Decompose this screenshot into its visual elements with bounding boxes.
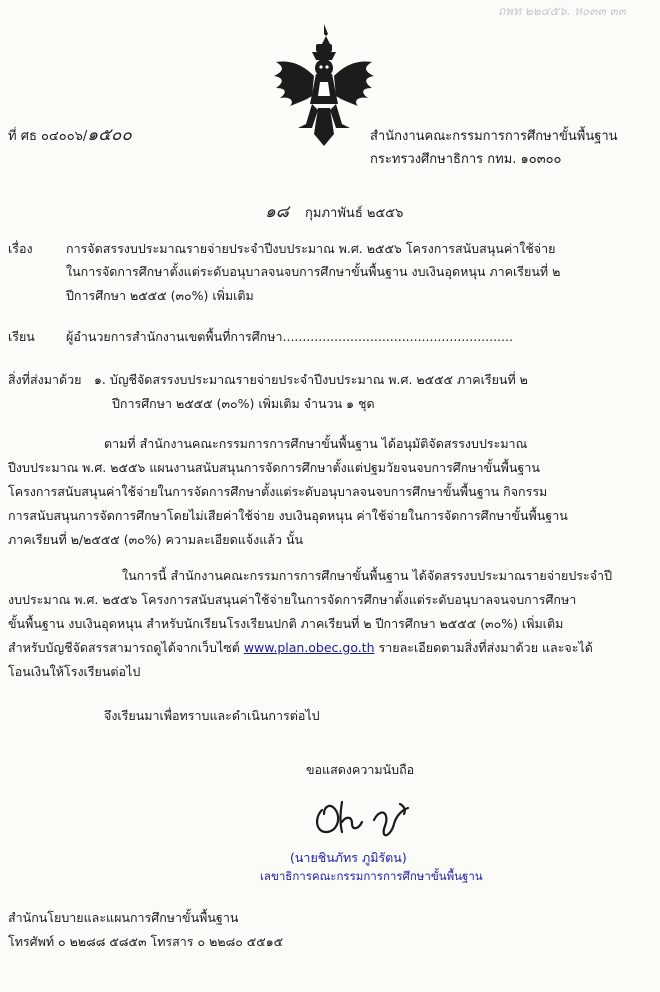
- signer-name: (นายชินภัทร ภูมิรัตน): [290, 850, 407, 865]
- handwritten-signature: [312, 796, 432, 842]
- paragraph-2-line-5: โอนเงินให้โรงเรียนต่อไป: [8, 664, 141, 679]
- date-day-handwritten: ๑๘: [265, 202, 289, 222]
- sender-ministry: กระทรวงศึกษาธิการ กทม. ๑๐๓๐๐: [370, 152, 562, 167]
- paragraph-1-line-1: ตามที่ สำนักงานคณะกรรมการการศึกษาขั้นพื้นฐาน ได้อนุมัติจัดสรรงบประมาณ: [104, 436, 528, 451]
- closing-regards: ขอแสดงความนับถือ: [306, 762, 415, 777]
- closing-request: จึงเรียนมาเพื่อทราบและดำเนินการต่อไป: [104, 708, 320, 723]
- paragraph-2-line-3: ขั้นพื้นฐาน งบเงินอุดหนุน สำหรับนักเรียนโรงเรียนปกติ ภาคเรียนที่ ๒ ปีการศึกษา ๒๕๕๕ (๓๐%) เพิ่มเติม: [8, 616, 564, 631]
- date-month-year: กุมภาพันธ์ ๒๕๕๖: [305, 206, 404, 221]
- paragraph-1-line-2: ปีงบประมาณ พ.ศ. ๒๕๕๖ แผนงานสนับสนุนการจัดการศึกษาตั้งแต่ปฐมวัยจนจบการศึกษาขั้นพื้นฐาน: [8, 460, 540, 475]
- document-number-prefix: ที่ ศธ ๐๔๐๐๖/: [8, 129, 88, 144]
- recipient-label: เรียน: [8, 329, 35, 344]
- document-number: [8, 121, 132, 148]
- garuda-emblem: [272, 24, 376, 148]
- document-number-handwritten: ๑๕๐๐: [87, 125, 132, 145]
- signer-title: เลขาธิการคณะกรรมการการศึกษาขั้นพื้นฐาน: [260, 869, 483, 883]
- subject-label: เรื่อง: [8, 241, 33, 256]
- paragraph-2-line-2: งบประมาณ พ.ศ. ๒๕๕๖ โครงการสนับสนุนค่าใช้จ่ายในการจัดการศึกษาตั้งแต่ระดับอนุบาลจนจบการศึกษา: [8, 592, 577, 607]
- paragraph-2-line-1: ในการนี้ สำนักงานคณะกรรมการการศึกษาขั้นพื้นฐาน ได้จัดสรรงบประมาณรายจ่ายประจำปี: [122, 568, 613, 583]
- top-corner-note: ถพท ๒๒๔๕๖. ห๐๓๓ ๓๓: [498, 4, 626, 18]
- letter-date: [265, 198, 403, 225]
- issuing-office: สำนักนโยบายและแผนการศึกษาขั้นพื้นฐาน: [8, 910, 239, 925]
- paragraph-2-line-4-pre: สำหรับบัญชีจัดสรรสามารถดูได้จากเว็บไซต์: [8, 640, 240, 655]
- enclosure-label: สิ่งที่ส่งมาด้วย: [8, 372, 82, 387]
- paragraph-2-line-4-post: รายละเอียดตามสิ่งที่ส่งมาด้วย และจะได้: [378, 640, 593, 655]
- paragraph-1-line-3: โครงการสนับสนุนค่าใช้จ่ายในการจัดการศึกษาตั้งแต่ระดับอนุบาลจนจบการศึกษาขั้นพื้นฐาน กิจกรรม: [8, 484, 548, 499]
- subject-line-1: การจัดสรรงบประมาณรายจ่ายประจำปีงบประมาณ พ.ศ. ๒๕๕๖ โครงการสนับสนุนค่าใช้จ่าย: [66, 241, 556, 256]
- recipient-text: ผู้อำนวยการสำนักงานเขตพื้นที่การศึกษา..........................................................: [66, 329, 513, 344]
- enclosure-line-1: ๑. บัญชีจัดสรรงบประมาณรายจ่ายประจำปีงบประมาณ พ.ศ. ๒๕๕๕ ภาคเรียนที่ ๒: [94, 372, 528, 387]
- enclosure-line-2: ปีการศึกษา ๒๕๕๕ (๓๐%) เพิ่มเติม จำนวน ๑ ชุด: [112, 396, 375, 411]
- subject-line-3: ปีการศึกษา ๒๕๕๕ (๓๐%) เพิ่มเติม: [66, 288, 254, 303]
- website-link[interactable]: www.plan.obec.go.th: [243, 640, 375, 655]
- paragraph-1-line-5: ภาคเรียนที่ ๒/๒๕๕๕ (๓๐%) ความละเอียดแจ้งแล้ว นั้น: [8, 532, 304, 547]
- paragraph-1-line-4: การสนับสนุนการจัดการศึกษาโดยไม่เสียค่าใช้จ่าย งบเงินอุดหนุน ค่าใช้จ่ายในการจัดการศึกษาขั้นพื้นฐาน: [8, 508, 568, 523]
- subject-line-2: ในการจัดการศึกษาตั้งแต่ระดับอนุบาลจนจบการศึกษาขั้นพื้นฐาน งบเงินอุดหนุน ภาคเรียนที่ ๒: [66, 264, 561, 279]
- contact-phone-fax: โทรศัพท์ ๐ ๒๒๘๘ ๕๘๕๓ โทรสาร ๐ ๒๒๘๐ ๕๕๑๕: [8, 934, 284, 949]
- sender-office: สำนักงานคณะกรรมการการศึกษาขั้นพื้นฐาน: [370, 129, 618, 144]
- paragraph-2-line-4: [8, 638, 593, 658]
